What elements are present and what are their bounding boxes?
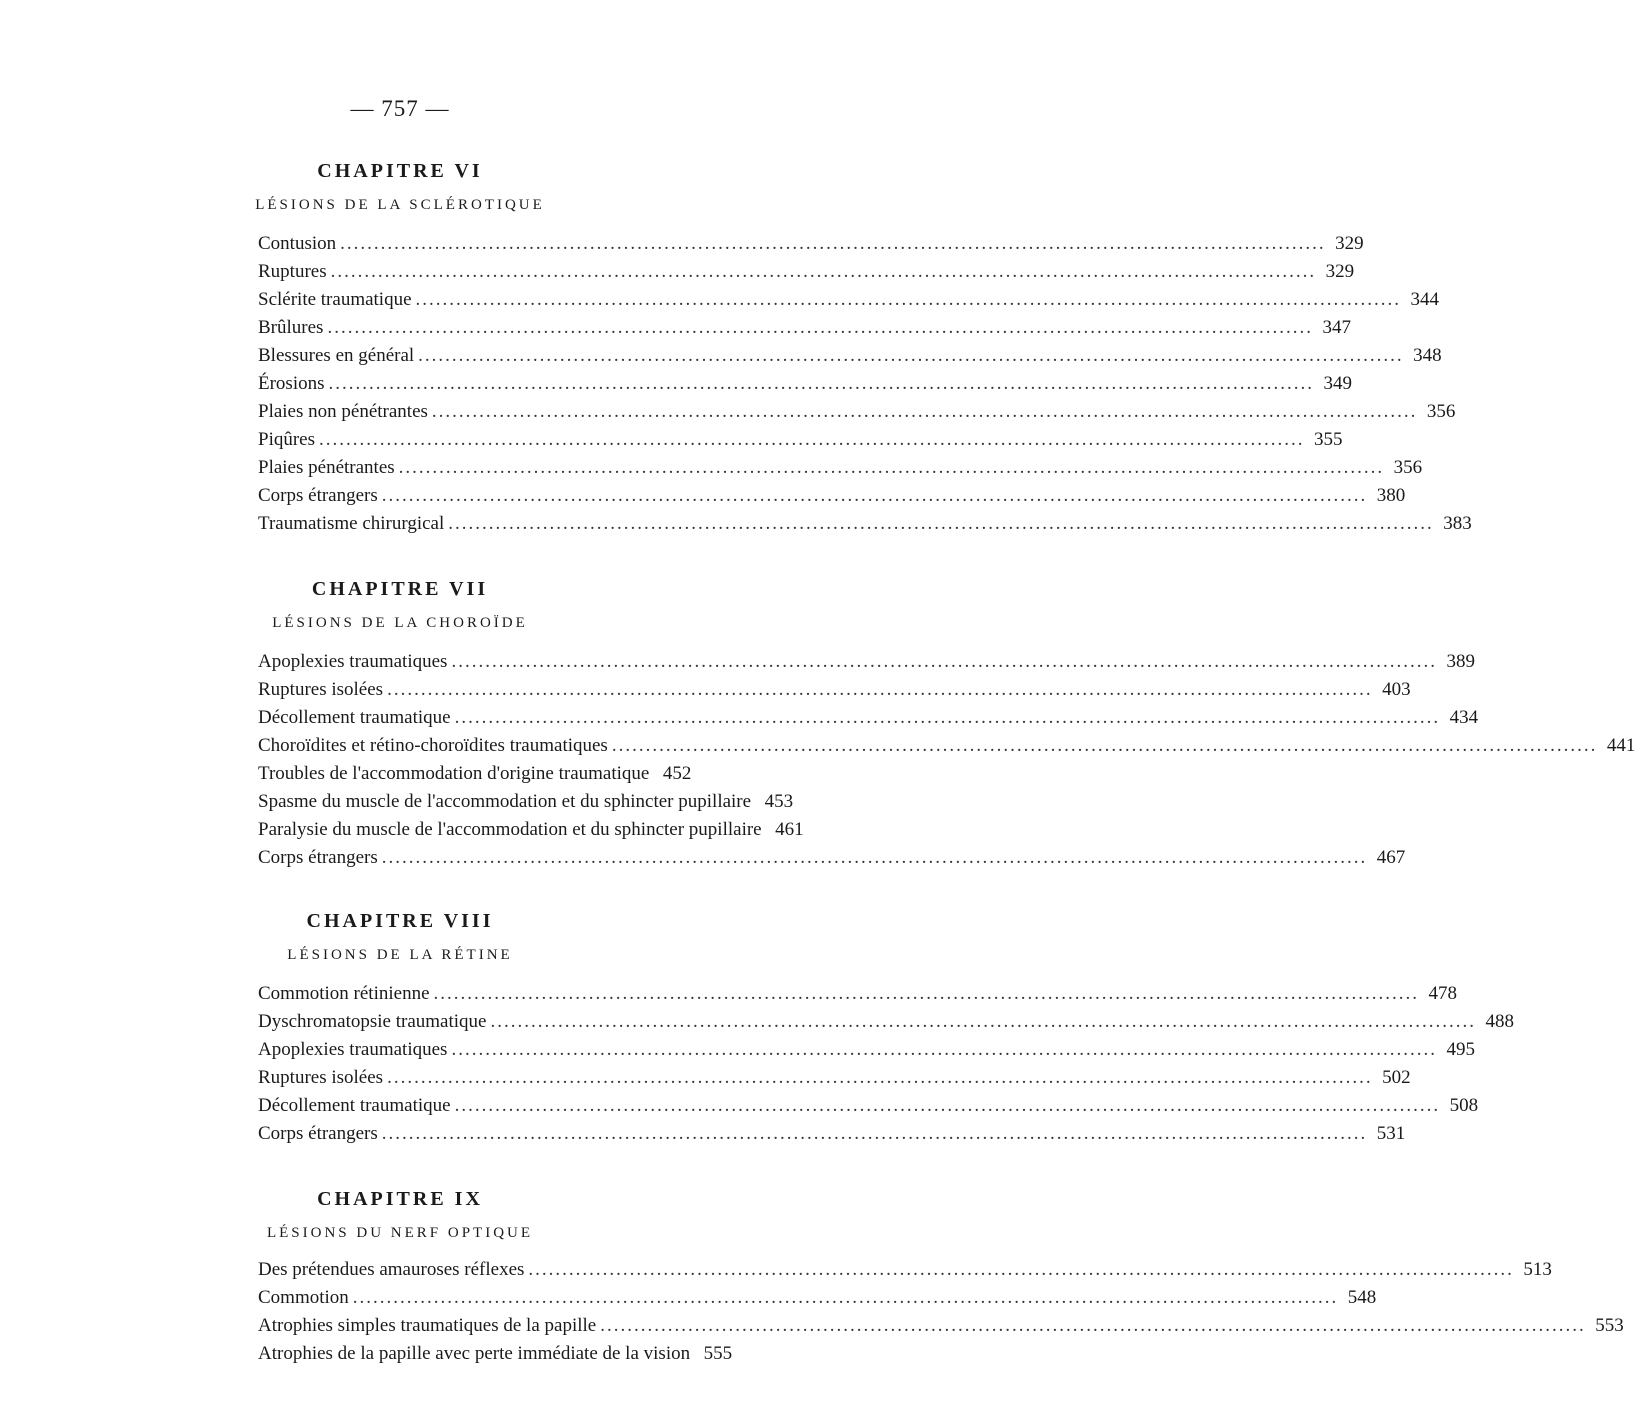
entry-label: Commotion: [258, 1287, 349, 1308]
toc-entry[interactable]: [258, 1036, 1475, 1064]
entry-label: Traumatisme chirurgical: [258, 513, 445, 534]
entry-page: 495: [1446, 1039, 1475, 1060]
leader-dots: [327, 314, 1313, 342]
leader-dots: [387, 676, 1373, 704]
entry-label: Corps étrangers: [258, 847, 378, 868]
entry-label: Ruptures: [258, 261, 327, 282]
leader-dots: [432, 398, 1418, 426]
entry-page: 355: [1314, 429, 1343, 450]
entry-label: Piqûres: [258, 429, 315, 450]
toc-entry[interactable]: [258, 314, 1351, 342]
entry-page: 531: [1376, 1123, 1406, 1144]
toc-entry[interactable]: [258, 482, 1406, 510]
chapter-6-entries: [258, 230, 1472, 538]
leader-dots: [600, 1312, 1586, 1340]
entry-page: 452: [662, 763, 692, 784]
toc-entry[interactable]: [258, 398, 1456, 426]
entry-page: 389: [1446, 651, 1475, 672]
entry-label: Corps étrangers: [258, 485, 378, 506]
leader-dots: [455, 1092, 1441, 1120]
entry-page: 441: [1606, 735, 1635, 756]
toc-entry[interactable]: [258, 816, 804, 844]
entry-label: Sclérite traumatique: [258, 289, 412, 310]
leader-dots: [528, 1256, 1514, 1284]
entry-page: 548: [1347, 1287, 1377, 1308]
entry-page: 434: [1449, 707, 1479, 728]
leader-dots: [319, 426, 1305, 454]
toc-entry[interactable]: [258, 844, 1406, 872]
toc-entry[interactable]: [258, 426, 1343, 454]
chapter-7-heading: [0, 578, 800, 632]
leader-dots: [451, 648, 1437, 676]
entry-label: Apoplexies traumatiques: [258, 651, 448, 672]
toc-entry[interactable]: [258, 230, 1364, 258]
chapter-subtitle: LÉSIONS DU NERF OPTIQUE: [266, 1225, 534, 1241]
leader-dots: [416, 286, 1402, 314]
leader-dots: [387, 1064, 1373, 1092]
entry-page: 356: [1393, 457, 1423, 478]
chapter-6-heading: [0, 160, 800, 214]
entry-label: Des prétendues amauroses réflexes: [258, 1259, 525, 1280]
leader-dots: [399, 454, 1385, 482]
entry-page: 356: [1426, 401, 1456, 422]
entry-page: 347: [1322, 317, 1351, 338]
toc-entry[interactable]: [258, 1092, 1479, 1120]
leader-dots: [382, 482, 1368, 510]
entry-page: 403: [1382, 679, 1411, 700]
entry-page: 513: [1523, 1259, 1552, 1280]
toc-entry[interactable]: [258, 370, 1352, 398]
toc-entry[interactable]: [258, 510, 1472, 538]
leader-dots: [455, 704, 1441, 732]
chapter-8-entries: [258, 980, 1514, 1148]
chapter-9-heading: [0, 1188, 800, 1242]
entry-page: 329: [1335, 233, 1364, 254]
entry-label: Troubles de l'accommodation d'origine traumatique: [258, 763, 650, 784]
leader-dots: [329, 370, 1315, 398]
leader-dots: [331, 258, 1317, 286]
entry-label: Commotion rétinienne: [258, 983, 430, 1004]
leader-dots: [612, 732, 1598, 760]
entry-label: Contusion: [258, 233, 337, 254]
chapter-subtitle: LÉSIONS DE LA RÉTINE: [287, 947, 513, 963]
entry-label: Atrophies de la papille avec perte immédiate de la vision: [258, 1343, 691, 1364]
entry-label: Brûlures: [258, 317, 324, 338]
entry-label: Plaies pénétrantes: [258, 457, 395, 478]
toc-entry[interactable]: [258, 342, 1442, 370]
entry-label: Décollement traumatique: [258, 707, 451, 728]
toc-entry[interactable]: [258, 676, 1411, 704]
entry-page: 453: [764, 791, 794, 812]
toc-entry[interactable]: [258, 1120, 1406, 1148]
chapter-8-heading: [0, 910, 800, 964]
leader-dots: [451, 1036, 1437, 1064]
leader-dots: [340, 230, 1326, 258]
toc-entry[interactable]: [258, 1256, 1552, 1284]
entry-page: 478: [1428, 983, 1458, 1004]
toc-entry[interactable]: [258, 258, 1355, 286]
entry-label: Paralysie du muscle de l'accommodation et du sphincter pupillaire: [258, 819, 762, 840]
entry-page: 488: [1485, 1011, 1514, 1032]
chapter-7-entries: [258, 648, 1635, 872]
entry-label: Choroïdites et rétino-choroïdites traumatiques: [258, 735, 608, 756]
entry-page: 383: [1443, 513, 1472, 534]
leader-dots: [434, 980, 1420, 1008]
entry-page: 348: [1413, 345, 1442, 366]
toc-entry[interactable]: [258, 1064, 1411, 1092]
entry-label: Ruptures isolées: [258, 679, 384, 700]
entry-label: Spasme du muscle de l'accommodation et du sphincter pupillaire: [258, 791, 752, 812]
entry-label: Plaies non pénétrantes: [258, 401, 428, 422]
entry-page: 502: [1382, 1067, 1411, 1088]
entry-page: 508: [1449, 1095, 1479, 1116]
entry-label: Décollement traumatique: [258, 1095, 451, 1116]
toc-entry[interactable]: [258, 704, 1479, 732]
toc-entry[interactable]: [258, 1340, 733, 1368]
toc-entry[interactable]: [258, 788, 794, 816]
entry-page: 329: [1325, 261, 1355, 282]
entry-page: 349: [1323, 373, 1352, 394]
toc-entry[interactable]: [258, 1284, 1377, 1312]
chapter-title: CHAPITRE VII: [311, 578, 489, 600]
leader-dots: [418, 342, 1404, 370]
entry-label: Atrophies simples traumatiques de la papille: [258, 1315, 597, 1336]
entry-label: Blessures en général: [258, 345, 415, 366]
toc-entry[interactable]: [258, 1312, 1624, 1340]
page-number: — 757 —: [350, 96, 450, 121]
entry-label: Ruptures isolées: [258, 1067, 384, 1088]
entry-page: 344: [1410, 289, 1440, 310]
entry-page: 555: [703, 1343, 733, 1364]
chapter-subtitle: LÉSIONS DE LA CHOROÏDE: [272, 615, 528, 631]
entry-page: 553: [1595, 1315, 1624, 1336]
entry-page: 467: [1376, 847, 1406, 868]
entry-label: Érosions: [258, 373, 325, 394]
toc-entry[interactable]: [258, 454, 1423, 482]
leader-dots: [382, 844, 1368, 872]
toc-entry[interactable]: [258, 1008, 1514, 1036]
toc-entry[interactable]: [258, 760, 692, 788]
entry-label: Corps étrangers: [258, 1123, 378, 1144]
entry-page: 380: [1376, 485, 1406, 506]
toc-entry[interactable]: [258, 286, 1440, 314]
chapter-title: CHAPITRE VIII: [306, 910, 494, 932]
entry-label: Dyschromatopsie traumatique: [258, 1011, 487, 1032]
chapter-title: CHAPITRE VI: [317, 160, 483, 182]
chapter-subtitle: LÉSIONS DE LA SCLÉROTIQUE: [255, 197, 545, 213]
toc-entry[interactable]: [258, 980, 1458, 1008]
leader-dots: [448, 510, 1434, 538]
chapter-title: CHAPITRE IX: [317, 1188, 483, 1210]
entry-label: Apoplexies traumatiques: [258, 1039, 448, 1060]
leader-dots: [353, 1284, 1339, 1312]
entry-page: 461: [775, 819, 804, 840]
toc-entry[interactable]: [258, 648, 1475, 676]
leader-dots: [382, 1120, 1368, 1148]
toc-entry[interactable]: [258, 732, 1635, 760]
chapter-9-entries: [258, 1256, 1624, 1368]
leader-dots: [490, 1008, 1476, 1036]
